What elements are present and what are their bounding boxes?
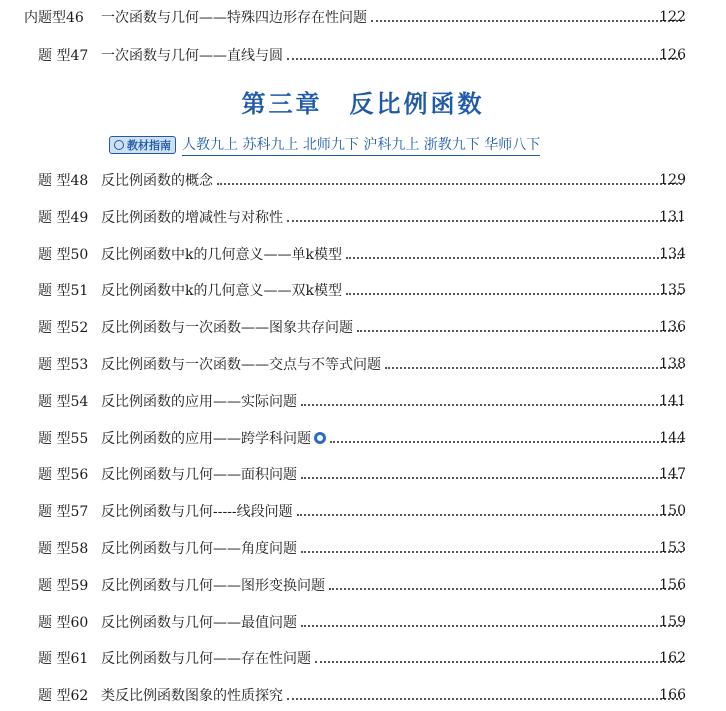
dot-leader [287,58,682,60]
toc-title: 反比例函数与几何——角度问题 [101,541,297,557]
toc-page: 138 [659,356,686,372]
dot-leader [217,183,682,185]
guide-books: 人教九上 苏科九上 北师九下 沪科九上 浙教九下 华师八下 [182,134,540,156]
toc-row[interactable] [0,44,726,66]
toc-title: 反比例函数的应用——跨学科问题 [101,430,311,447]
dot-leader [315,661,682,663]
dot-leader [301,551,682,553]
dot-leader [287,220,682,222]
toc-row[interactable] [0,316,726,338]
toc-row[interactable] [0,647,726,669]
toc-page: 159 [659,613,686,630]
toc-title: 反比例函数与一次函数——交点与不等式问题 [101,357,381,373]
toc-title: 反比例函数的应用——实际问题 [101,393,297,410]
toc-label: 题 型53 [38,357,89,373]
toc-title-wrap [101,575,686,595]
dot-leader [330,441,682,443]
toc-title-wrap [101,7,686,27]
toc-label: 题 型51 [38,283,89,300]
toc-row[interactable] [0,500,726,522]
toc-title: 一次函数与几何——特殊四边形存在性问题 [101,10,367,26]
toc-title: 反比例函数的概念 [101,173,213,189]
toc-title: 类反比例函数图象的性质探究 [101,688,283,705]
circle-icon [114,140,124,150]
toc-label: 题 型57 [38,504,89,521]
toc-title-wrap [101,280,686,300]
toc-label: 题 型52 [38,320,89,337]
toc-row[interactable] [0,279,726,301]
toc-title-wrap [101,45,686,65]
dot-leader [301,477,682,479]
toc-label: 题 型54 [38,393,89,410]
toc-row[interactable] [0,574,726,596]
toc-label: 题 型61 [38,651,89,668]
toc-row[interactable] [0,427,726,449]
toc-page: 136 [659,319,686,336]
toc-row[interactable] [0,206,726,228]
toc-label: 题 型50 [38,246,89,263]
toc-title-wrap [101,538,686,558]
toc-title-wrap [101,428,686,448]
toc-label: 题 型62 [38,688,89,705]
toc-row[interactable] [0,463,726,485]
toc-title: 反比例函数与几何——图形变换问题 [101,577,325,594]
chapter-title: 第三章 反比例函数 [241,90,485,118]
dot-leader [287,698,682,700]
toc-title: 反比例函数与几何-----线段问题 [101,504,293,521]
toc-page: 135 [659,282,686,299]
toc-page: 153 [659,540,686,556]
dot-leader [329,588,682,590]
toc-title-wrap [101,391,686,411]
toc-label: 题 型60 [38,614,89,631]
toc-title: 反比例函数与一次函数——图象共存问题 [101,320,353,337]
toc-title-wrap [101,612,686,632]
toc-label: 题 型56 [38,467,89,484]
dot-leader [371,20,682,22]
toc-page: 162 [659,650,686,667]
toc-page: 156 [659,576,686,593]
dot-leader [297,514,682,516]
dot-leader [385,367,682,369]
toc-title-wrap [101,648,686,668]
toc-title: 反比例函数与几何——存在性问题 [101,651,311,668]
textbook-guide [109,134,540,156]
toc-row[interactable] [0,537,726,559]
toc-title-wrap [101,501,686,521]
toc-title-wrap [101,354,686,374]
toc-label: 题 型59 [38,577,89,594]
toc-title-wrap [101,317,686,337]
toc-page: 150 [659,503,686,520]
toc-title-wrap [101,685,686,705]
toc-page: 147 [659,466,686,483]
toc-label: 题 型55 [38,430,89,447]
toc-label: 题 型49 [38,209,89,226]
guide-badge [109,136,176,154]
toc-page: 131 [659,208,686,225]
toc-row[interactable] [0,390,726,412]
toc-row[interactable] [0,243,726,265]
dot-leader [346,257,682,259]
toc-title: 反比例函数的增减性与对称性 [101,209,283,226]
ring-icon [314,432,326,444]
toc-title: 反比例函数与几何——最值问题 [101,614,297,631]
toc-page: 129 [659,172,686,188]
toc-title: 反比例函数中k的几何意义——单k模型 [101,246,342,263]
toc-row[interactable] [0,353,726,375]
toc-label: 内题型46 [24,10,84,26]
toc-title-wrap [101,244,686,264]
toc-row[interactable] [0,169,726,191]
toc-row[interactable] [0,684,726,706]
toc-title-wrap [101,170,686,190]
toc-row[interactable] [0,6,726,28]
toc-page: 141 [659,392,686,409]
toc-label: 题 型47 [38,48,89,64]
toc-label: 题 型48 [38,173,89,189]
toc-title-wrap [101,464,686,484]
toc-page: 126 [659,47,686,63]
toc-title: 反比例函数与几何——面积问题 [101,467,297,484]
toc-row[interactable] [0,611,726,633]
dot-leader [357,330,682,332]
toc-page: 122 [659,9,686,25]
toc-page: 166 [659,687,686,704]
toc-title: 反比例函数中k的几何意义——双k模型 [101,283,342,300]
toc-label: 题 型58 [38,541,89,557]
dot-leader [301,404,682,406]
guide-badge-label: 教材指南 [127,139,171,152]
toc-title-wrap [101,207,686,227]
dot-leader [301,625,682,627]
toc-page: 134 [659,245,686,262]
toc-title: 一次函数与几何——直线与圆 [101,48,283,64]
toc-page: 144 [659,429,686,446]
dot-leader [346,293,682,295]
